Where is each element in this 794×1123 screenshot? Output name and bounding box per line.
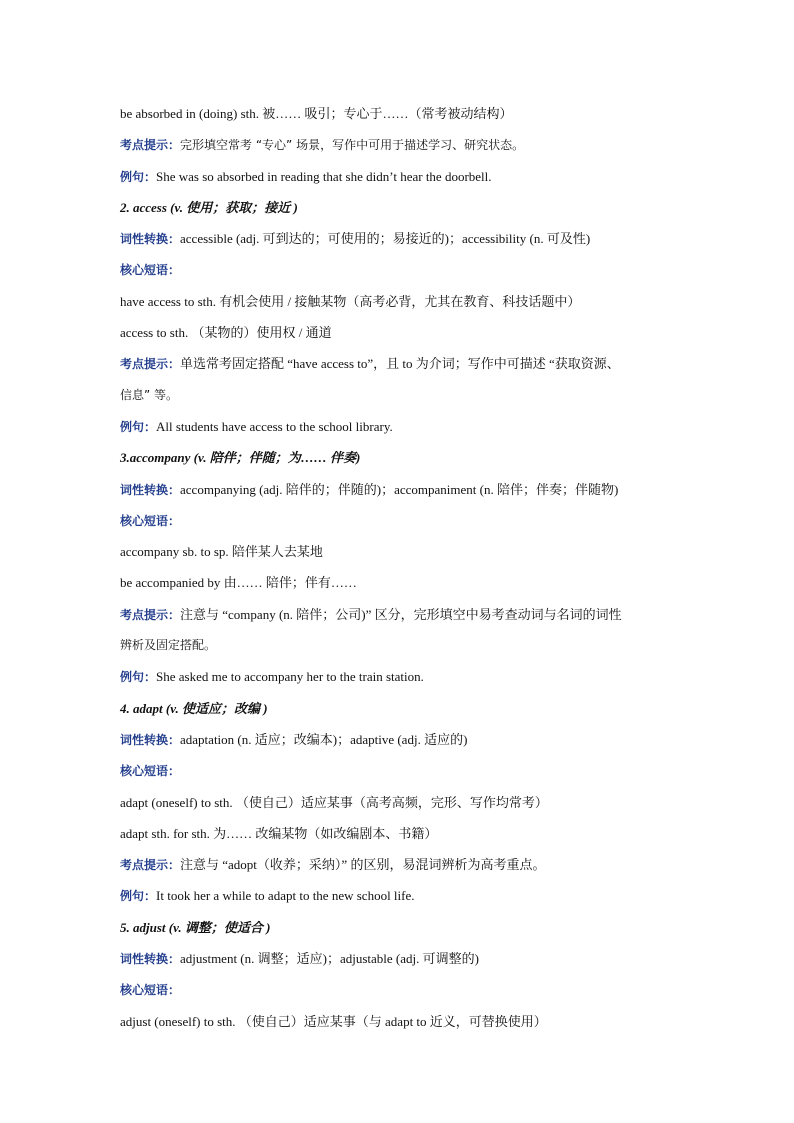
exam-tip-line [120, 849, 720, 880]
word-forms-line [120, 943, 720, 974]
phrase-line: be accompanied by 由…… 陪伴；伴有…… [120, 575, 357, 591]
core-phrases-label: 核心短语： [120, 983, 181, 998]
phrase-line: have access to sth. 有机会使用 / 接触某物（高考必背，尤其在教育、科技话题中） [120, 293, 581, 309]
exam-tip-label: 考点提示： [120, 858, 181, 873]
exam-tip-label: 考点提示： [120, 357, 181, 372]
core-phrases-label: 核心短语： [120, 513, 181, 528]
exam-tip-text: 注意与 “adopt（收养；采纳）” 的区别，易混词辨析为高考重点。 [180, 857, 546, 873]
core-phrases-label: 核心短语： [120, 263, 181, 278]
word-forms-label: 词性转换： [120, 732, 181, 747]
example-line [120, 880, 720, 911]
word-forms-label: 词性转换： [120, 232, 181, 247]
exam-tip-text: 完形填空常考 “专心” 场景，写作中可用于描述学习、研究状态。 [180, 138, 525, 153]
phrase-line: adjust (oneself) to sth. （使自己）适应某事（与 adapt to 近义，可替换使用） [120, 1013, 547, 1029]
word-forms-label: 词性转换： [120, 952, 181, 967]
example-label: 例句： [120, 889, 157, 904]
example-text: It took her a while to adapt to the new school life. [156, 888, 415, 904]
example-line [120, 661, 720, 692]
word-forms-line [120, 474, 720, 505]
example-label: 例句： [120, 169, 157, 184]
exam-tip-text: 单选常考固定搭配 “have access to”，且 to 为介词；写作中可描述 “获取资源、 [180, 356, 620, 372]
phrase-line: adapt sth. for sth. 为…… 改编某物（如改编剧本、书籍） [120, 825, 438, 841]
example-line [120, 161, 720, 192]
core-phrases-line [120, 755, 720, 786]
continuation-line: 信息” 等。 [120, 387, 179, 402]
word-forms-line [120, 724, 720, 755]
word-forms-text: accessible (adj. 可到达的；可使用的；易接近的)；accessibility (n. 可及性) [180, 231, 591, 247]
phrase-line: be absorbed in (doing) sth. 被…… 吸引；专心于……（常考被动结构） [120, 106, 513, 121]
entry-heading: 5. adjust (v. 调整；使适合 ) [120, 919, 271, 935]
exam-tip-line [120, 348, 720, 379]
example-text: She was so absorbed in reading that she didn’t hear the doorbell. [156, 168, 492, 184]
word-forms-text: accompanying (adj. 陪伴的；伴随的)；accompaniment (n. 陪伴；伴奏；伴随物) [180, 481, 619, 497]
core-phrases-line [120, 974, 720, 1005]
entry-heading: 4. adapt (v. 使适应；改编 ) [120, 700, 268, 716]
exam-tip-line [120, 599, 720, 630]
example-text: She asked me to accompany her to the train station. [156, 669, 424, 685]
exam-tip-text: 注意与 “company (n. 陪伴；公司)” 区分，完形填空中易考查动词与名词的词性 [180, 606, 622, 622]
document-page [120, 98, 720, 1037]
exam-tip-label: 考点提示： [120, 607, 181, 622]
exam-tip-line [120, 129, 720, 160]
word-forms-text: adaptation (n. 适应；改编本)；adaptive (adj. 适应的) [180, 731, 468, 747]
core-phrases-line [120, 254, 720, 285]
word-forms-line [120, 223, 720, 254]
example-line [120, 411, 720, 442]
entry-heading: 3.accompany (v. 陪伴；伴随；为…… 伴奏) [120, 450, 361, 466]
exam-tip-label: 考点提示： [120, 138, 181, 153]
core-phrases-label: 核心短语： [120, 764, 181, 779]
word-forms-label: 词性转换： [120, 482, 181, 497]
entry-heading: 2. access (v. 使用；获取；接近 ) [120, 199, 298, 215]
phrase-line: accompany sb. to sp. 陪伴某人去某地 [120, 544, 323, 560]
example-text: All students have access to the school library. [156, 418, 393, 434]
phrase-line: adapt (oneself) to sth. （使自己）适应某事（高考高频，完形、写作均常考） [120, 794, 548, 810]
example-label: 例句： [120, 670, 157, 685]
phrase-line: access to sth. （某物的）使用权 / 通道 [120, 325, 332, 341]
core-phrases-line [120, 505, 720, 536]
continuation-line: 辨析及固定搭配。 [120, 638, 217, 653]
word-forms-text: adjustment (n. 调整；适应)；adjustable (adj. 可调整的) [180, 951, 479, 967]
example-label: 例句： [120, 419, 157, 434]
